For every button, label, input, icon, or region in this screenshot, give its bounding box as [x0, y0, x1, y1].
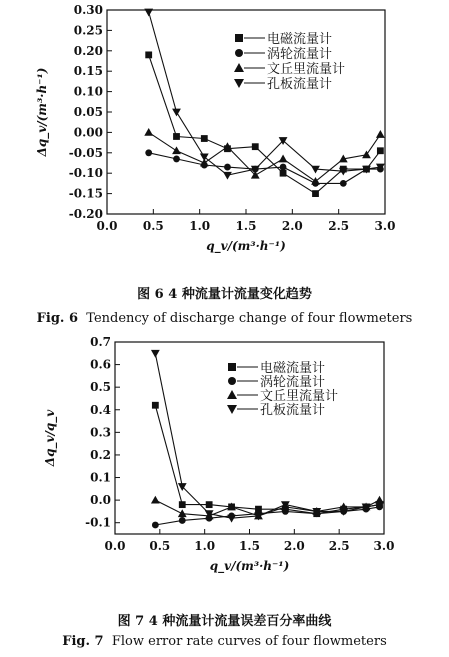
y-tick-label: 0.0: [90, 493, 111, 508]
fig6-caption-cn: 图 6 4 种流量计流量变化趋势: [137, 287, 312, 302]
y-tick-label: 0.3: [90, 425, 111, 440]
legend-marker: [235, 34, 243, 42]
y-tick-label: 0.15: [73, 64, 103, 79]
data-point: [376, 130, 385, 138]
y-tick-label: -0.20: [68, 207, 103, 221]
x-tick-label: 2.0: [281, 219, 303, 233]
data-point: [152, 522, 159, 529]
fig6-caption-label: Fig. 6: [36, 311, 79, 326]
data-point: [151, 496, 160, 504]
legend-label: 文丘里流量计: [267, 62, 346, 77]
y-tick-label: 0.05: [73, 105, 103, 119]
legend-label: 涡轮流量计: [267, 47, 333, 62]
series-2: [151, 496, 384, 520]
data-point: [280, 164, 287, 171]
y-tick-label: 0.2: [90, 447, 111, 462]
legend-label: 孔板流量计: [267, 77, 333, 92]
y-tick-label: 0.5: [90, 380, 111, 395]
legend-entry-3: [227, 402, 325, 418]
data-point: [145, 51, 152, 58]
data-point: [223, 172, 232, 180]
legend-label: 孔板流量计: [260, 403, 326, 418]
chart-fig6: [0, 0, 449, 290]
fig7-caption-en: [0, 634, 449, 649]
x-tick-label: 2.0: [283, 539, 305, 553]
legend-marker: [234, 79, 244, 88]
data-point: [377, 147, 384, 154]
y-tick-label: 0.6: [90, 357, 111, 372]
data-point: [144, 128, 153, 136]
x-axis-label: q_v/(m³·h⁻¹): [209, 559, 290, 573]
y-axis-label: Δq_v/q_v: [43, 409, 57, 467]
legend-label: 电磁流量计: [260, 361, 326, 376]
x-tick-label: 3.0: [374, 219, 396, 233]
legend-marker: [227, 405, 237, 414]
data-point: [200, 153, 209, 161]
data-point: [172, 109, 181, 117]
chart-fig7: [0, 334, 449, 604]
data-point: [178, 509, 187, 517]
data-point: [280, 170, 287, 177]
data-point: [173, 133, 180, 140]
legend-entry-2: [234, 61, 345, 77]
legend-entry-1: [228, 374, 325, 390]
data-point: [172, 146, 181, 154]
data-point: [224, 164, 231, 171]
data-point: [179, 501, 186, 508]
legend-label: 涡轮流量计: [260, 375, 326, 390]
x-tick-label: 2.5: [328, 219, 350, 233]
x-tick-label: 0.5: [149, 539, 171, 553]
legend-marker: [228, 363, 236, 371]
x-tick-label: 1.5: [235, 219, 257, 233]
legend-label: 文丘里流量计: [260, 389, 339, 404]
y-tick-label: 0.00: [73, 125, 103, 140]
y-tick-label: -0.15: [68, 186, 103, 201]
y-tick-label: 0.25: [73, 23, 103, 38]
y-tick-label: 0.1: [90, 470, 111, 485]
data-point: [311, 177, 320, 185]
legend-entry-3: [234, 76, 332, 92]
series-line: [149, 12, 381, 175]
x-tick-label: 2.5: [328, 539, 350, 553]
data-point: [206, 501, 213, 508]
y-axis-label: Δq_v/(m³·h⁻¹): [35, 67, 49, 157]
fig6-caption-text: Tendency of discharge change of four flowmeters: [86, 311, 413, 326]
y-tick-label: 0.30: [73, 3, 103, 17]
data-point: [151, 350, 160, 358]
y-tick-label: 0.10: [73, 84, 103, 99]
legend-label: 电磁流量计: [267, 32, 333, 47]
x-tick-label: 1.0: [189, 219, 211, 233]
series-line: [155, 405, 379, 514]
x-tick-label: 0.5: [142, 219, 164, 233]
data-point: [362, 150, 371, 158]
data-point: [312, 190, 319, 197]
y-tick-label: -0.10: [68, 166, 103, 181]
y-tick-label: 0.7: [90, 335, 111, 349]
series-0: [145, 51, 383, 197]
data-point: [173, 156, 180, 163]
legend-entry-0: [228, 360, 325, 376]
series-0: [152, 402, 383, 517]
legend-marker: [234, 63, 244, 72]
legend-entry-0: [235, 31, 332, 47]
x-tick-label: 1.5: [239, 539, 260, 553]
legend-marker: [235, 49, 243, 57]
data-point: [340, 180, 347, 187]
y-tick-label: 0.20: [73, 43, 103, 58]
data-point: [144, 9, 153, 17]
legend-marker: [228, 377, 236, 385]
x-axis-label: q_v/(m³·h⁻¹): [206, 239, 286, 253]
series-line: [149, 132, 381, 181]
fig7-caption-label: Fig. 7: [62, 634, 104, 649]
data-point: [179, 517, 186, 524]
data-point: [252, 143, 259, 150]
data-point: [227, 515, 236, 523]
data-point: [201, 135, 208, 142]
y-tick-label: -0.1: [85, 515, 111, 530]
fig7-caption-cn: 图 7 4 种流量计流量误差百分率曲线: [117, 614, 332, 629]
data-point: [279, 155, 288, 163]
data-point: [145, 149, 152, 156]
x-tick-label: 3.0: [373, 539, 395, 553]
y-tick-label: -0.05: [68, 145, 103, 160]
x-tick-label: 0.0: [104, 539, 126, 553]
y-tick-label: 0.4: [90, 402, 111, 417]
fig6-caption-en: [0, 311, 449, 326]
fig7-caption-text: Flow error rate curves of four flowmeters: [111, 634, 387, 649]
x-tick-label: 0.0: [96, 219, 118, 233]
legend-entry-2: [227, 388, 338, 404]
legend-entry-1: [235, 46, 332, 62]
legend-marker: [227, 390, 237, 399]
data-point: [152, 402, 159, 409]
x-tick-label: 1.0: [194, 539, 216, 553]
